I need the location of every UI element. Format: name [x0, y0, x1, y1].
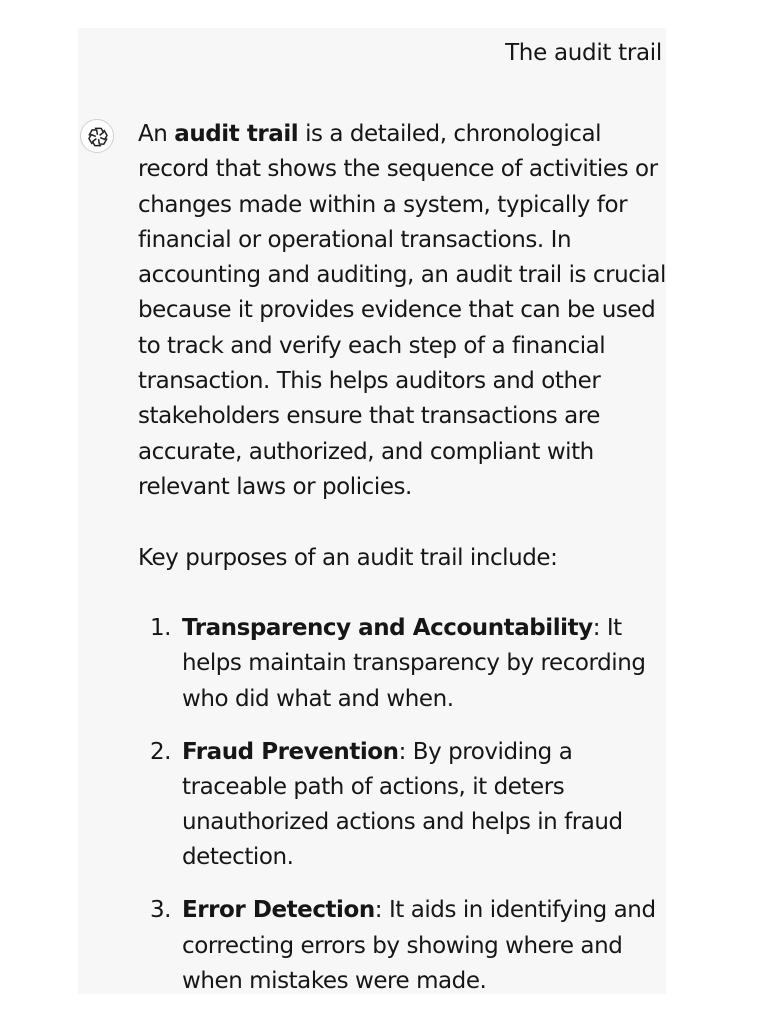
list-item-title: Fraud Prevention — [182, 738, 399, 765]
chat-thread — [78, 28, 666, 994]
intro-after: is a detailed, chronological record that shows the sequence of activities or changes made within a system, typically for financial or operational transactions. In accounting and auditing, an audit trail is crucial because it provides evidence that can be used to track and verify each step of a financial transaction. This helps auditors and other stakeholders ensure that transactions are accurate, authorized, and compliant with relevant laws or policies. — [138, 121, 666, 500]
list-item-text: : It helps maintain transparency by recording who did what and when. — [182, 615, 646, 712]
purposes-list — [138, 611, 666, 994]
assistant-avatar — [80, 119, 114, 153]
intro-before: An — [138, 121, 175, 147]
list-item-text: : By providing a traceable path of actions, it deters unauthorized actions and helps in fraud detection. — [182, 738, 623, 871]
list-item-title: Transparency and Accountability — [182, 615, 593, 642]
list-item-title: Error Detection — [182, 897, 375, 924]
list-item — [138, 611, 666, 717]
assistant-message — [138, 117, 666, 994]
openai-logo-icon — [86, 125, 110, 149]
user-message[interactable]: The audit trail — [505, 40, 662, 66]
list-number: 3. — [150, 897, 172, 924]
purposes-heading: Key purposes of an audit trail include: — [138, 544, 558, 571]
intro-paragraph — [138, 117, 666, 505]
list-number: 1. — [150, 615, 172, 642]
list-item — [138, 893, 666, 994]
list-item — [138, 735, 666, 876]
intro-term: audit trail — [174, 121, 299, 147]
list-item-text: : It aids in identifying and correcting errors by showing where and when mistakes were made. — [182, 897, 656, 994]
list-number: 2. — [150, 738, 172, 765]
